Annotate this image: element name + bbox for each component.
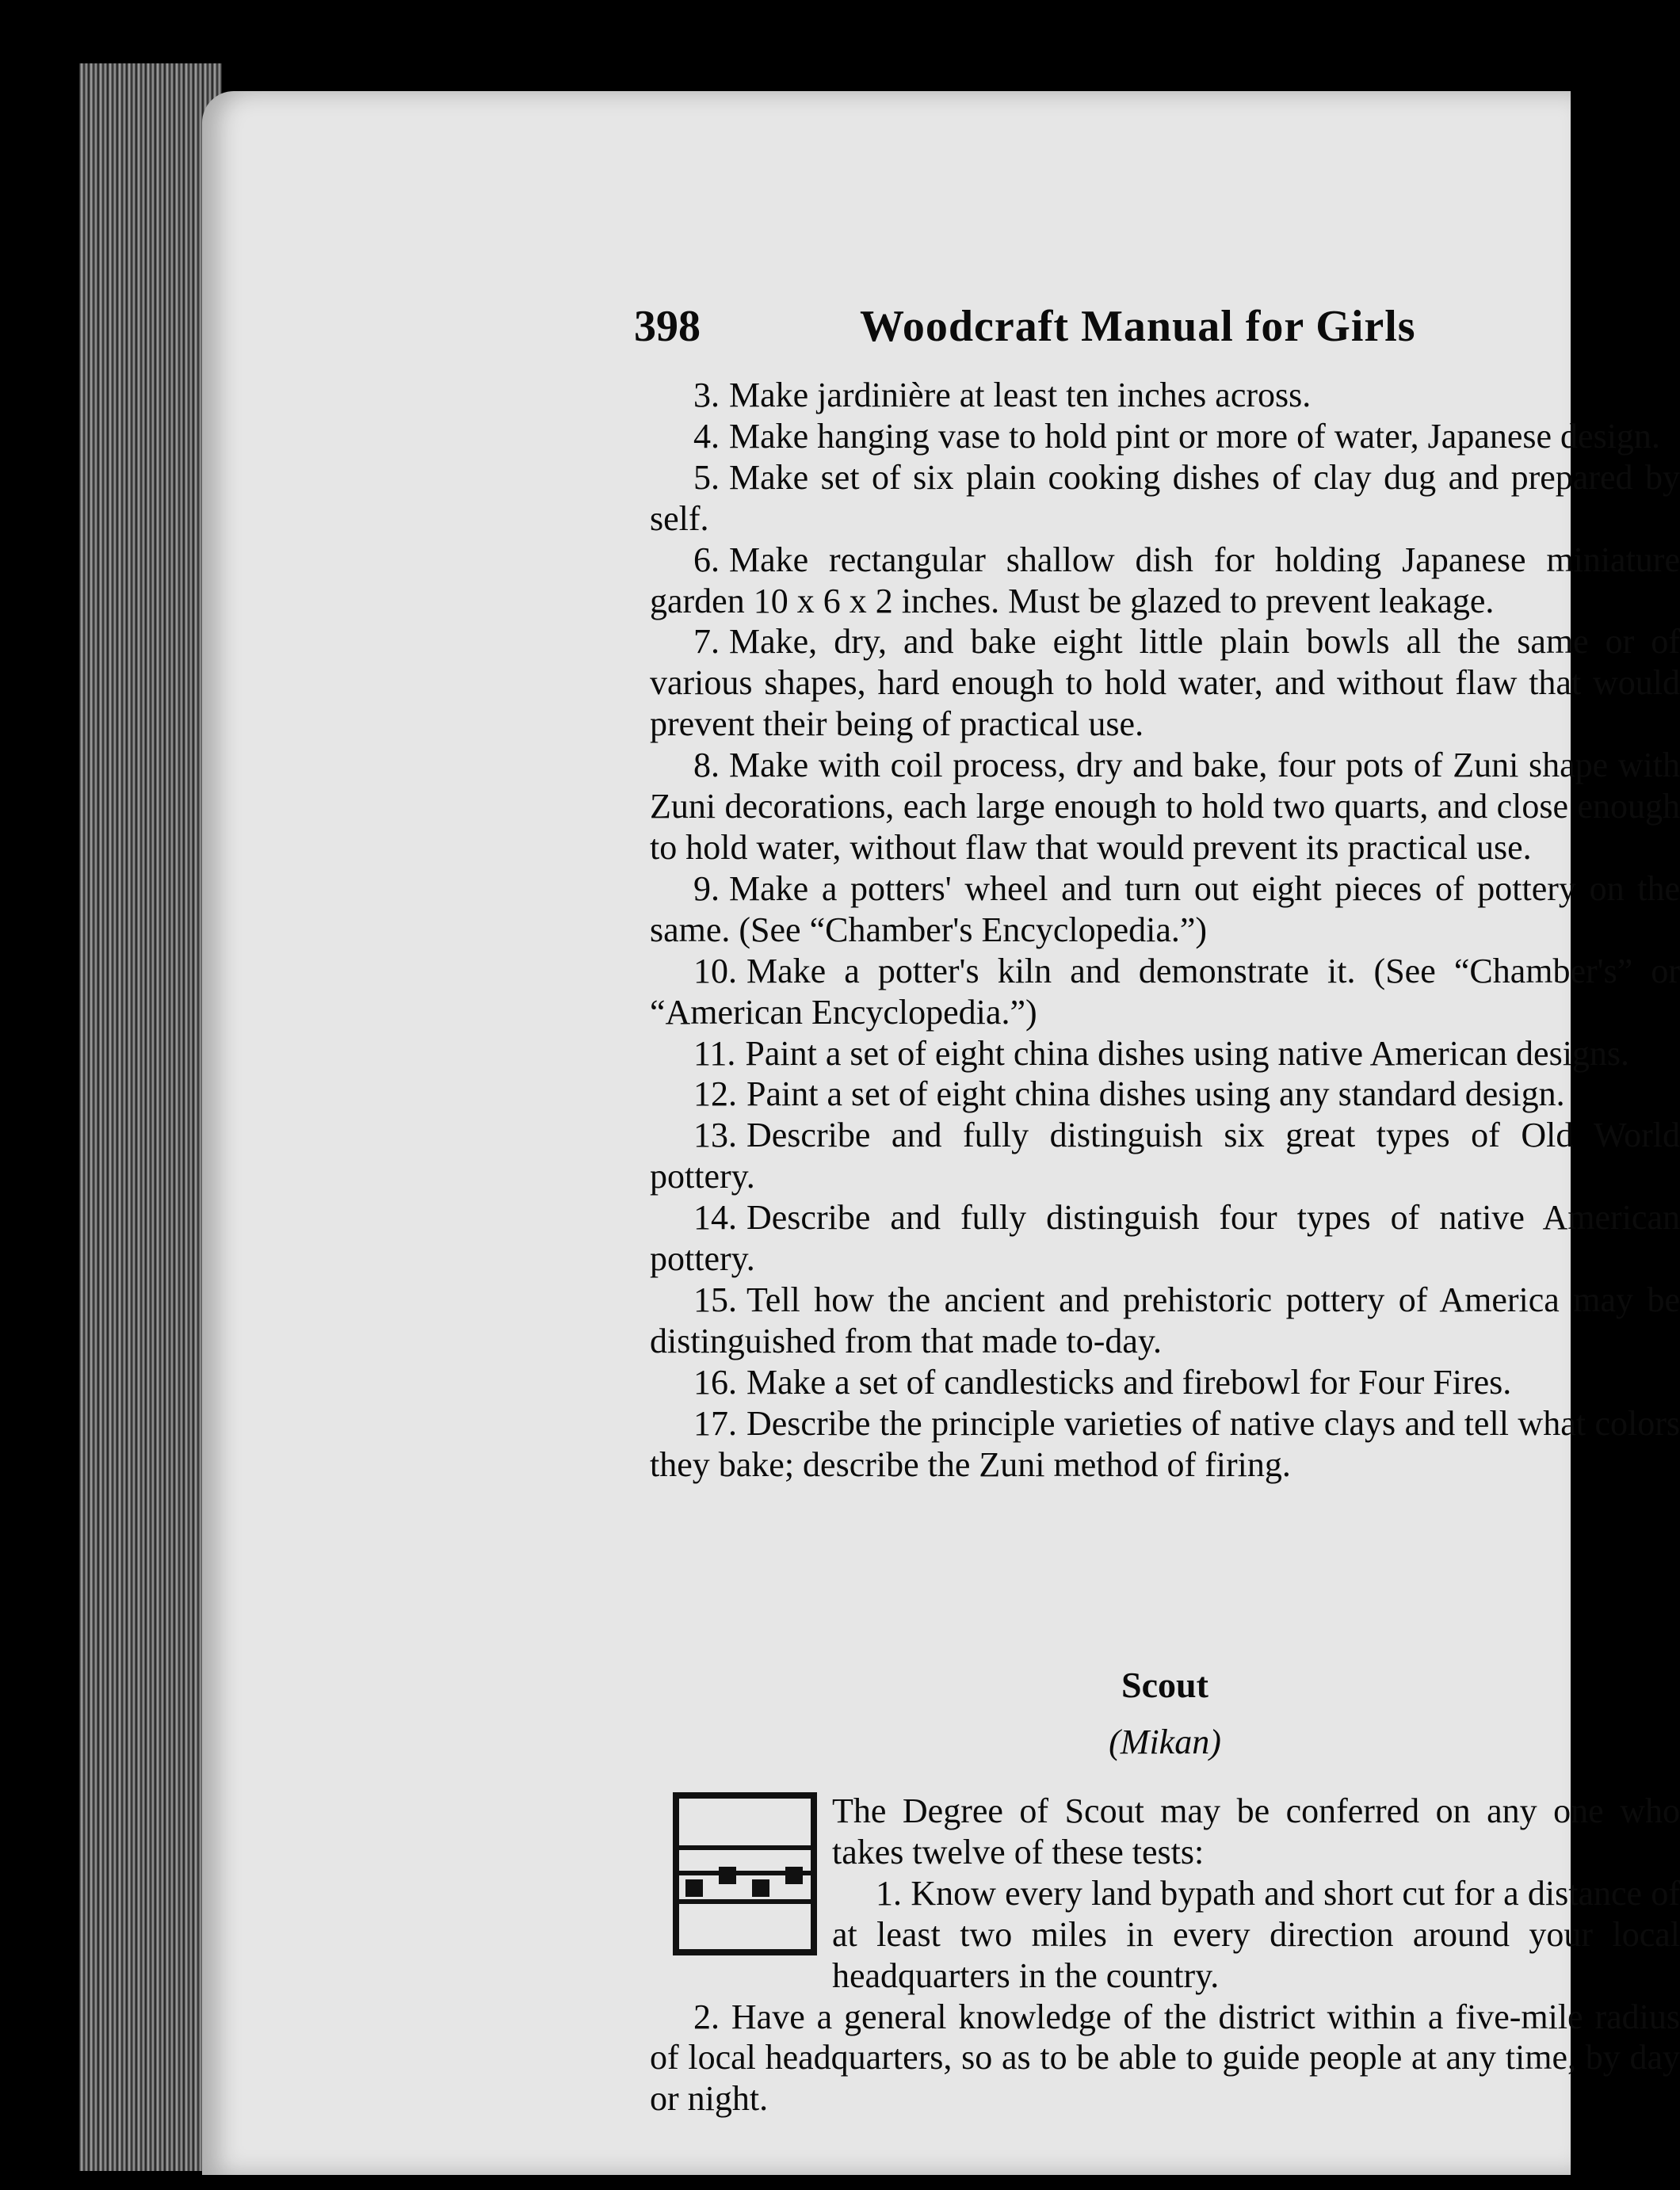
page-number: 398 bbox=[634, 302, 701, 351]
pottery-test-list bbox=[650, 375, 1680, 1485]
list-item: 1. Know every land bypath and short cut for a distance of at least two miles in every direction around your local headquarters in the country. bbox=[832, 1873, 1680, 1995]
list-item: 2. Have a general knowledge of the district within a five-mile radius of local headquarters, so as to be able to guide people at any time, by day or night. bbox=[650, 1997, 1680, 2119]
section-intro: The Degree of Scout may be conferred on any one who takes twelve of these tests: bbox=[832, 1791, 1680, 1871]
list-item: 11. Paint a set of eight china dishes using native American designs. bbox=[693, 1033, 1630, 1073]
list-item: 14. Describe and fully distinguish four types of native American pottery. bbox=[650, 1198, 1680, 1279]
list-item: 10. Make a potter's kiln and demonstrate it. (See “Chamber's” or “American Encyclopedia.”) bbox=[650, 951, 1680, 1032]
section-subtitle: (Mikan) bbox=[1109, 1723, 1221, 1761]
page-content bbox=[440, 281, 1680, 2167]
list-item: 12. Paint a set of eight china dishes using any standard design. bbox=[693, 1074, 1565, 1114]
list-item: 17. Describe the principle varieties of native clays and tell what colors they bake; describe the Zuni method of firing. bbox=[650, 1403, 1680, 1484]
list-item: 4. Make hanging vase to hold pint or more of water, Japanese design. bbox=[693, 416, 1660, 456]
list-item: 16. Make a set of candlesticks and firebowl for Four Fires. bbox=[693, 1362, 1512, 1402]
book-page bbox=[202, 91, 1680, 2175]
list-item: 5. Make set of six plain cooking dishes of clay dug and prepared by self. bbox=[650, 457, 1680, 538]
list-item: 8. Make with coil process, dry and bake, four pots of Zuni shape with Zuni decorations, each large enough to hold two quarts, and close enough to hold water, without flaw that would prevent its practical use. bbox=[650, 746, 1680, 867]
list-item: 13. Describe and fully distinguish six great types of Old World pottery. bbox=[650, 1116, 1680, 1196]
list-item: 6. Make rectangular shallow dish for holding Japanese miniature garden 10 x 6 x 2 inches. Must be glazed to prevent leakage. bbox=[650, 540, 1680, 620]
list-item: 9. Make a potters' wheel and turn out eight pieces of pottery on the same. (See “Chamber's Encyclopedia.”) bbox=[650, 868, 1680, 949]
list-item: 15. Tell how the ancient and prehistoric pottery of America may be distinguished from that made to-day. bbox=[650, 1280, 1680, 1360]
page-header bbox=[440, 281, 1676, 368]
list-item: 3. Make jardinière at least ten inches across. bbox=[693, 376, 1312, 414]
running-head: Woodcraft Manual for Girls bbox=[860, 302, 1416, 351]
section-title: Scout bbox=[1121, 1665, 1208, 1705]
book-page-edges bbox=[79, 63, 222, 2171]
scout-test-list bbox=[650, 1791, 1680, 2119]
list-item: 7. Make, dry, and bake eight little plain bowls all the same or of various shapes, hard enough to hold water, and without flaw that would prevent their being of practical use. bbox=[650, 622, 1680, 744]
